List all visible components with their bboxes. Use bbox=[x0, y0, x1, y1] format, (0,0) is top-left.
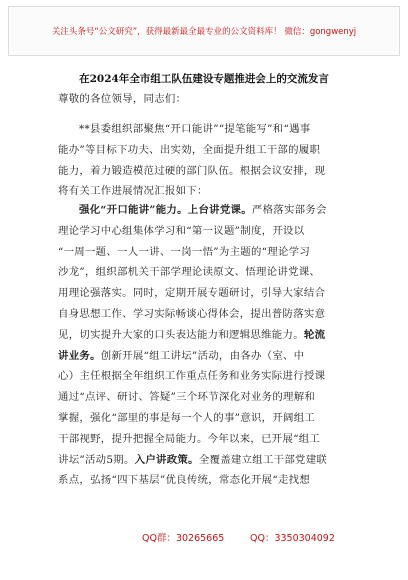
paragraph-text: 见，切实提升大家的口头表达能力和逻辑思维能力。 bbox=[58, 328, 304, 341]
paragraph-line: 自身思想工作、学习实际畅谈心得体会，提出普防落实意 bbox=[58, 307, 326, 320]
paragraph-line: “一周一题、一人一讲、一岗一悟”为主题的“理论学习 bbox=[58, 245, 311, 258]
paragraph-2 bbox=[58, 200, 360, 491]
paragraph-line: 系点，弘扬“四下基层”优良传统，常态化开展“走找想 bbox=[58, 474, 311, 487]
section-heading: 讲业务。 bbox=[58, 349, 101, 362]
qq-contact-link[interactable]: QQ：3350304092 bbox=[250, 533, 335, 544]
paragraph-line: 干部视野，提升把握全局能力。今年以来，已开展“组工 bbox=[58, 432, 321, 445]
paragraph-text: 全覆盖建立组工干部党建联 bbox=[198, 453, 328, 466]
paragraph-line: 将有关工作进展情况汇报如下： bbox=[58, 185, 208, 198]
paragraph-line: 沙龙”，组织部机关干部学理论读原文、悟理论讲党课、 bbox=[58, 266, 321, 279]
section-heading: 强化“开口能讲”能力。上台讲党课。 bbox=[79, 204, 252, 216]
paragraph-line bbox=[58, 450, 360, 471]
banner-text: 关注头条号“公文研究”，获得最新最全最专业的公文资料库！ 微信：gongwenyj bbox=[51, 27, 357, 37]
greeting: 尊敬的各位领导，同志们： bbox=[58, 93, 187, 105]
section-heading: 入户讲政策。 bbox=[134, 453, 199, 466]
document-title: 在2024年全市组工队伍建设专题推进会上的交流发言 bbox=[79, 73, 329, 85]
paragraph-line: 能力，着力锻造模范过硬的部门队伍。根据会议安排，现 bbox=[58, 164, 326, 177]
paragraph-line: **县委组织部聚焦“开口能讲”“提笔能写”和“遇事 bbox=[79, 123, 311, 135]
paragraph-text: 讲坛”活动5期。 bbox=[58, 453, 135, 466]
paragraph-line bbox=[58, 346, 360, 367]
section-heading: 轮流 bbox=[303, 328, 326, 341]
paragraph-line: 用理论强落实。同时，定期开展专题研讨，引导大家结合 bbox=[58, 287, 326, 300]
paragraph-line: 掌握，强化“部里的事是每一个人的事”意识，开阔组工 bbox=[58, 411, 316, 424]
paragraph-line bbox=[58, 325, 360, 346]
paragraph-text: 创新开展“组工讲坛”活动，由各办（室、中 bbox=[100, 349, 305, 362]
paragraph-line bbox=[58, 200, 360, 221]
paragraph-text: 严格落实部务会 bbox=[251, 204, 327, 216]
paragraph-line: 能办”等目标下功夫、出实効，全面提升组工干部的履职 bbox=[58, 143, 321, 156]
paragraph-line: 通过“点评、研讨、答疑”三个环节深化对业务的理解和 bbox=[58, 391, 316, 404]
header-banner bbox=[8, 6, 400, 56]
paragraph-line: 心）主任根据全年组织工作重点任务和业务实际进行授课 bbox=[58, 370, 326, 383]
paragraph-line: 理论学习中心组集体学习和“第一议题”制度，开设以 bbox=[58, 224, 305, 237]
footer bbox=[0, 530, 408, 550]
paragraph-1 bbox=[58, 119, 360, 202]
qq-group-link[interactable]: QQ群：30265665 bbox=[142, 533, 225, 544]
